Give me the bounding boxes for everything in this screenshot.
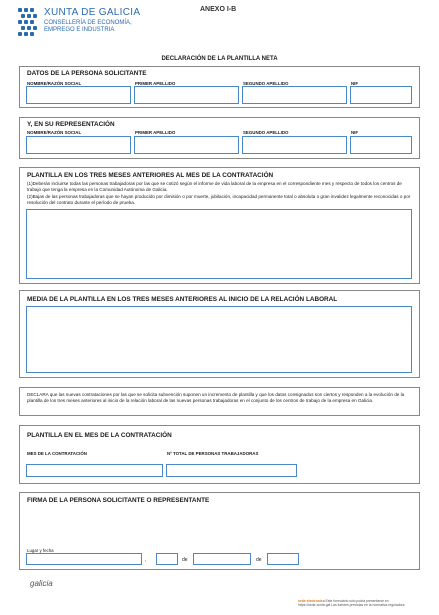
annex-label: ANEXO I-B xyxy=(200,6,237,13)
rep-nombre-field[interactable] xyxy=(26,136,131,154)
de-separator-1: de xyxy=(182,557,188,563)
rep-primer-apellido-field[interactable] xyxy=(134,136,239,154)
section-firma xyxy=(19,492,420,570)
nif-field[interactable] xyxy=(350,86,412,104)
note-1: (1)Deberán incluirse todas las personas trabajadoras por las que se cotizó según el informe de vida laboral de la empresa en el correspondiente mes y respecto de todos los centros de trabajo que tenga la empresa en la Comunidad Autónoma de Galicia. xyxy=(27,181,402,192)
rep-segundo-apellido-field[interactable] xyxy=(242,136,347,154)
label-nombre: NOMBRE/RAZÓN SOCIAL xyxy=(27,81,82,86)
sede-electronica-label: sede electrónica xyxy=(298,599,325,603)
plantilla-tres-meses-field[interactable] xyxy=(26,209,412,279)
label-mes: MES DE LA CONTRATACIÓN xyxy=(27,451,87,456)
section-title: Y, EN SU REPRESENTACIÓN xyxy=(27,121,115,128)
declara-text: DECLARA que las nuevas contrataciones por las que se solicita subvención suponen un incremento de plantilla y que los datos consignados son ciertos y responden a la evolución de la plantilla de los tres meses anteriores al inicio de la relación laboral de las nuevas personas trabajadoras en el conjunto de los centros de trabajo de la empresa en Galicia. xyxy=(27,392,405,403)
xunta-logo-icon xyxy=(18,8,38,38)
rep-nif-field[interactable] xyxy=(350,136,412,154)
label-nif: NIF xyxy=(351,81,359,86)
nombre-field[interactable] xyxy=(26,86,131,104)
section-declara xyxy=(19,387,420,416)
section-title: PLANTILLA EN LOS TRES MESES ANTERIORES AL MES DE LA CONTRATACIÓN xyxy=(27,172,274,179)
org-sub-line-2: EMPREGO E INDUSTRIA xyxy=(44,27,115,33)
lugar-field[interactable] xyxy=(26,553,142,565)
section-plantilla-mes xyxy=(19,425,420,484)
label-primer-apellido: PRIMER APELLIDO xyxy=(135,130,176,135)
total-trabajadoras-field[interactable] xyxy=(166,464,297,477)
label-lugar-fecha: Lugar y fecha xyxy=(27,548,54,553)
label-segundo-apellido: SEGUNDO APELLIDO xyxy=(243,130,289,135)
org-subtitle xyxy=(44,20,132,34)
primer-apellido-field[interactable] xyxy=(134,86,239,104)
month-field[interactable] xyxy=(193,553,251,565)
section-representacion xyxy=(19,117,420,159)
mes-contratacion-field[interactable] xyxy=(26,464,163,477)
section-plantilla-tres-meses xyxy=(19,167,420,284)
org-name: XUNTA DE GALICIA xyxy=(44,7,141,18)
section-title: PLANTILLA EN EL MES DE LA CONTRATACIÓN xyxy=(27,432,172,439)
segundo-apellido-field[interactable] xyxy=(242,86,347,104)
note-2: (2)Bajas de las personas trabajadoras que se hayan producido por dimisión o por muerte, jubilación, incapacidad permanente total o absoluta o gran invalidez legalmente reconocidas o por resolución del contrato durante el período de prueba. xyxy=(27,194,411,205)
footer-note-text: Este formulario solo podrá presentarse en https://sede.xunta.gal Las fuentes previstas en la normativa reguladora xyxy=(298,599,405,608)
section-title: MEDIA DE LA PLANTILLA EN LOS TRES MESES ANTERIORES AL INICIO DE LA RELACIÓN LABORAL xyxy=(27,296,338,303)
label-segundo-apellido: SEGUNDO APELLIDO xyxy=(243,81,289,86)
day-field[interactable] xyxy=(156,553,178,565)
label-primer-apellido: PRIMER APELLIDO xyxy=(135,81,176,86)
label-nombre: NOMBRE/RAZÓN SOCIAL xyxy=(27,130,82,135)
section-title: DATOS DE LA PERSONA SOLICITANTE xyxy=(27,70,147,77)
section-media xyxy=(19,290,420,378)
form-title: DECLARACIÓN DE LA PLANTILLA NETA xyxy=(161,56,278,62)
section-title: FIRMA DE LA PERSONA SOLICITANTE O REPRESENTANTE xyxy=(27,497,210,504)
footer-note xyxy=(298,599,420,608)
year-field[interactable] xyxy=(267,553,299,565)
galicia-logo: galicia xyxy=(30,579,53,588)
org-sub-line-1: CONSELLERÍA DE ECONOMÍA, xyxy=(44,20,132,26)
de-separator-2: de xyxy=(256,557,262,563)
comma-separator: , xyxy=(145,557,147,563)
section-solicitante xyxy=(19,66,420,108)
label-nif: NIF xyxy=(351,130,359,135)
media-plantilla-field[interactable] xyxy=(26,306,412,373)
label-total: Nº TOTAL DE PERSONAS TRABAJADORAS xyxy=(167,451,259,456)
